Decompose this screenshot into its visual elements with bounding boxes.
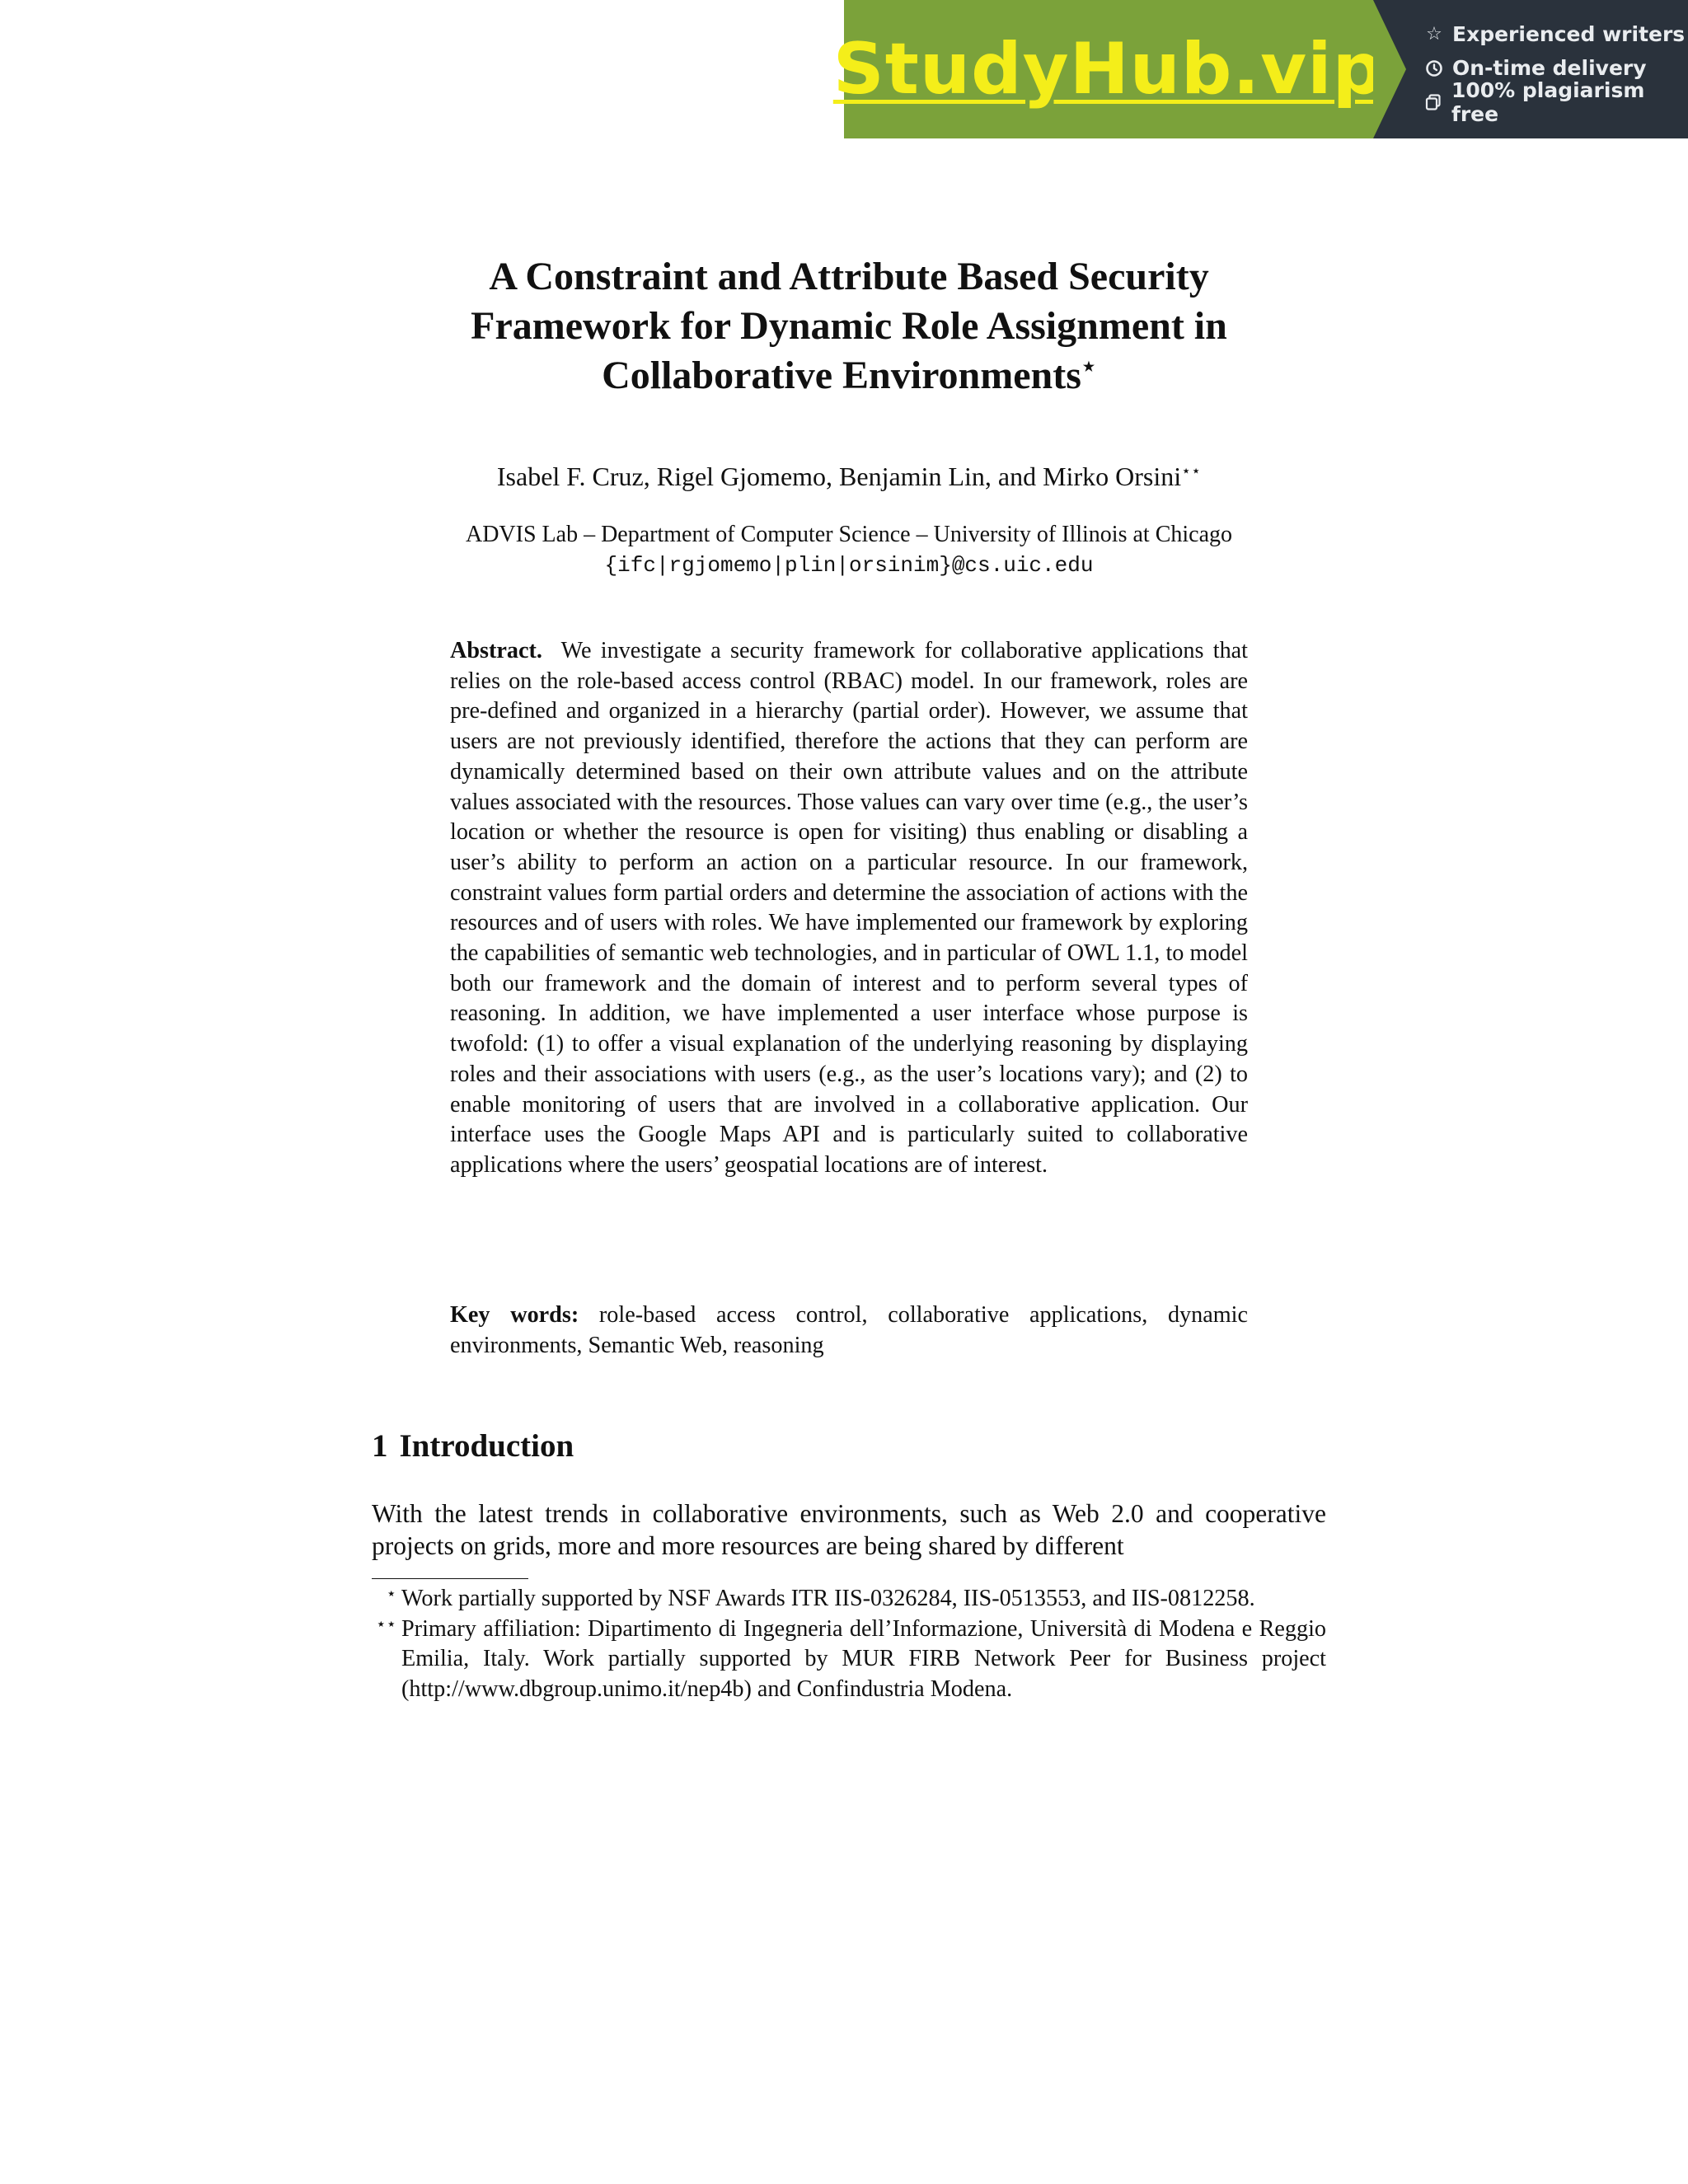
footnotes — [372, 1584, 1326, 1705]
keywords-text: role-based access control, collaborative applications, dynamic environments, Semantic Web, reasoning — [450, 1302, 1249, 1358]
banner-feature-label: 100% plagiarism free — [1451, 77, 1645, 126]
keywords-label: Key words: — [450, 1302, 579, 1328]
paper-title-line: Framework for Dynamic Role Assignment in — [471, 304, 1227, 348]
footnote — [372, 1584, 1326, 1615]
section-number: 1 — [372, 1428, 388, 1464]
footnote-text: Work partially supported by NSF Awards ITR IIS-0326284, IIS-0513553, and IIS-0812258. — [401, 1586, 1255, 1611]
abstract-label: Abstract. — [450, 638, 542, 663]
paper-title — [330, 252, 1368, 401]
footnote — [372, 1615, 1326, 1705]
paper-title-line: A Constraint and Attribute Based Security — [489, 255, 1209, 298]
paper-title-line — [330, 351, 1368, 401]
banner-feature-label: On-time delivery — [1452, 56, 1647, 80]
banner-feature-writers — [1424, 20, 1688, 49]
paper-title-line-text: Collaborative Environments — [602, 354, 1081, 397]
title-footnote-mark: ⋆ — [1081, 354, 1096, 380]
star-outline-icon: ☆ — [1426, 24, 1442, 45]
banner-feature-label: Experienced writers — [1452, 22, 1686, 46]
clock-icon — [1424, 59, 1444, 78]
author-footnote-mark: ⋆⋆ — [1181, 462, 1202, 480]
section-title: Introduction — [399, 1428, 574, 1464]
footnote-mark: ⋆ — [386, 1585, 396, 1603]
footnote-mark: ⋆⋆ — [375, 1615, 396, 1633]
paper-affiliation: ADVIS Lab – Department of Computer Science – University of Illinois at Chicago — [465, 522, 1232, 547]
intro-paragraph: With the latest trends in collaborative environments, such as Web 2.0 and cooperative projects on grids, more and more resources are being shared by different — [372, 1499, 1326, 1560]
keywords — [450, 1301, 1248, 1361]
abstract-text: We investigate a security framework for collaborative applications that relies on the role-based access control (RBAC) model. In our framework, roles are pre-defined and organized in a hierarchy (partial order). However, we assume that users are not previously identified, therefore the actions that they can perform are dynamically determined based on their own attribute values and on the attribute values associated with the resources. Those values can vary over time (e.g., the user’s location or whether the resource is open for visiting) thus enabling or disabling a user’s ability to perform an action on a particular resource. In our framework, constraint values form partial orders and determine the association of actions with the resources and of users with roles. We have implemented our framework by exploring the capabilities of semantic web technologies, and in particular of OWL 1.1, to model both our framework and the domain of interest and to perform several types of reasoning. In addition, we have implemented a user interface whose purpose is twofold: (1) to offer a visual explanation of the underlying reasoning by displaying roles and their associations with users (e.g., as the user’s locations vary); and (2) to enable monitoring of users that are involved in a collaborative application. Our interface uses the Google Maps API and is particularly suited to collaborative applications where the users’ geospatial locations are of interest. — [450, 638, 1249, 1178]
paper-authors — [247, 458, 1451, 494]
abstract — [450, 636, 1248, 1181]
studyhub-logo[interactable]: StudyHub.vip — [832, 28, 1385, 110]
banner-features-panel — [1373, 0, 1688, 138]
copy-icon — [1424, 92, 1443, 112]
studyhub-banner[interactable] — [832, 0, 1688, 138]
paper-email: {ifc|rgjomemo|plin|orsinim}@cs.uic.edu — [604, 553, 1094, 578]
author-list: Isabel F. Cruz, Rigel Gjomemo, Benjamin Lin, and Mirko Orsini — [496, 462, 1182, 491]
banner-feature-plagiarism — [1424, 77, 1688, 126]
footnote-text: Primary affiliation: Dipartimento di Ingegneria dell’Informazione, Università di Modena e Reggio Emilia, Italy. Work partially supported by MUR FIRB Network Peer for Business project (http://www.dbgroup.unimo.it/nep4b) and Confindustria Modena. — [401, 1615, 1326, 1703]
banner-brand-panel[interactable] — [832, 0, 1385, 138]
section-heading-introduction — [372, 1426, 574, 1467]
